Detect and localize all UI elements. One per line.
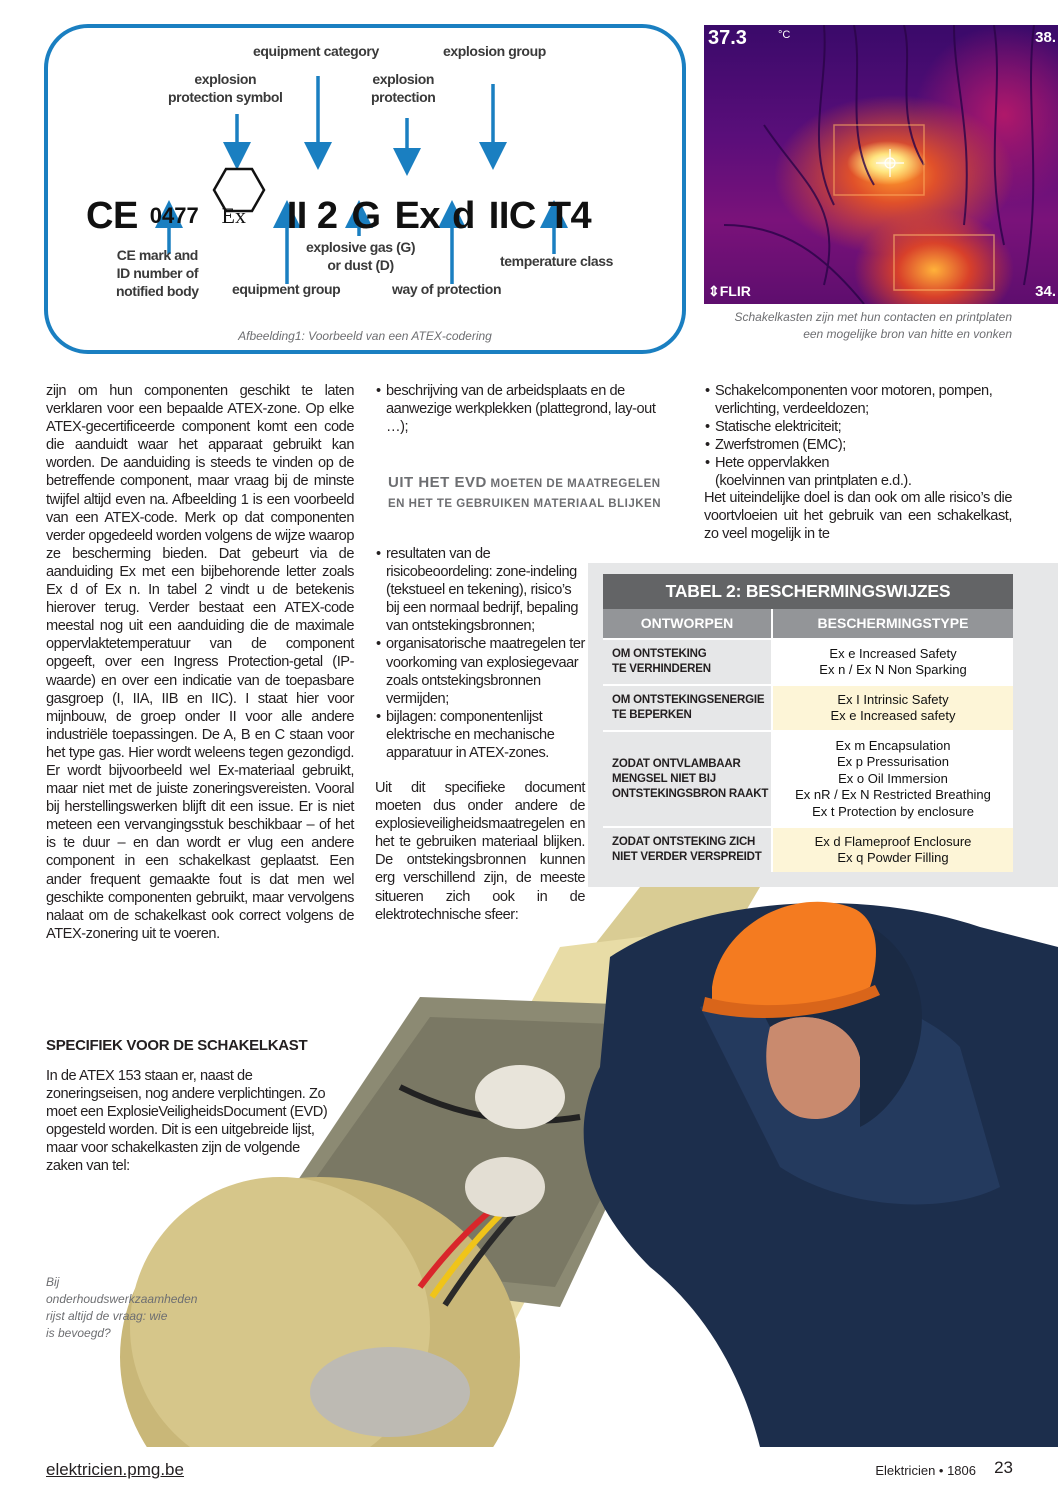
atex-code-figure [44, 24, 686, 354]
thermal-temp-right-top: 38. [1035, 29, 1056, 46]
table-cell: Ex q Powder Filling [837, 850, 949, 865]
thermal-temp-top: 37.3 [708, 27, 747, 49]
table-header-design: ONTWORPEN [603, 609, 773, 638]
subheading-post: MOETEN DE MAATREGELEN EN HET TE GEBRUIKEN MATERIAAL BLIJKEN [388, 478, 662, 510]
code-gas-group: IIC [488, 194, 536, 237]
label-equipment-group: equipment group [232, 281, 341, 297]
footer-magazine-issue: Elektricien • 1806 [875, 1463, 976, 1478]
footer-website-link[interactable]: elektricien.pmg.be [46, 1460, 184, 1479]
list-item: • Schakelcomponenten voor motoren, pompen, verlichting, verdeeldozen; [704, 382, 1014, 418]
glove-middle [465, 1157, 545, 1217]
list-item: • bijlagen: componentenlijst elektrische en mechanische apparatuur in ATEX-zones. [375, 708, 585, 762]
table-cell: Ex nR / Ex N Restricted Breathing [795, 787, 991, 803]
list-item: • Statische elektriciteit; [704, 418, 1014, 436]
table-row-design: OM ONTSTEKING TE VERHINDEREN [603, 640, 773, 684]
list-item: • resultaten van de risicobeoordeling: zone-indeling (tekstueel en tekening), risico’s bij een normaal bedrijf, bepaling van ontstekingsbronnen; [375, 545, 585, 635]
subheading-evd: EVD [454, 474, 487, 491]
table-row [603, 684, 1013, 730]
label-explosion-group: explosion group [443, 43, 546, 59]
figure-caption: Afbeelding1: Voorbeeld van een ATEX-codering [238, 329, 492, 343]
col2-bullet-list-2 [375, 545, 585, 762]
photo-caption: Bij onderhoudswerkzaamheden rijst altijd de vraag: wie is bevoegd? [46, 1275, 198, 1340]
table-cell: Ex m Encapsulation [835, 737, 951, 753]
table-cell: Ex n / Ex N Non Sparking [819, 662, 967, 677]
table-row-types [773, 686, 1013, 730]
label-explosive-gas: explosive gas (G) or dust (D) [306, 239, 416, 273]
page-number: 23 [994, 1458, 1013, 1477]
flir-logo: ⇕FLIR [708, 283, 751, 299]
subheading-pre: UIT HET [388, 474, 455, 491]
table-title: TABEL 2: BESCHERMINGSWIJZES [603, 574, 1013, 609]
label-temperature-class: temperature class [500, 253, 614, 269]
thermal-image [704, 25, 1058, 304]
table-row-types [773, 732, 1013, 826]
table-row [603, 730, 1013, 826]
code-temp-class: T4 [547, 194, 592, 237]
thermal-caption: Schakelkasten zijn met hun contacten en printplaten een mogelijke bron van hitte en vonken [734, 310, 1012, 341]
table-row [603, 638, 1013, 684]
table-header [603, 609, 1013, 638]
code-ex: Ex [394, 194, 441, 237]
article-subheading [388, 473, 672, 514]
label-way-of-protection: way of protection [392, 281, 502, 297]
table-cell: Ex o Oil Immersion [838, 770, 948, 786]
table-row-design: OM ONTSTEKINGSENERGIE TE BEPERKEN [603, 686, 773, 730]
article-col2-paragraph: Uit dit specifieke document moeten dus onder andere de explosieveiligheidsmaatregelen en het te gebruiken materiaal blijken. De ontstekingsbronnen kunnen erg verschillend zijn, de meeste situeren zich ook in de elektrotechnische sfeer: [375, 780, 585, 923]
label-equipment-category: equipment category [253, 43, 379, 59]
label-explosion-protection: explosion protection [371, 71, 436, 105]
table-row-design: ZODAT ONTVLAMBAAR MENGSEL NIET BIJ ONTSTEKINGSBRON RAAKT [603, 732, 773, 826]
code-category: 2 [316, 194, 338, 237]
table-header-type: BESCHERMINGSTYPE [817, 615, 969, 631]
table-row-types [773, 828, 1013, 872]
code-gas: G [351, 194, 381, 237]
atex-code [86, 191, 591, 241]
code-group: II [286, 194, 307, 237]
table-cell: Ex p Pressurisation [837, 754, 949, 770]
col2-bullet-list-1 [375, 382, 675, 436]
article-col1: zijn om hun componenten geschikt te laten verklaren voor een bepaalde ATEX-zone. Op elke ATEX-gecertificeerde component komt een code die aanduidt waar het apparaat gebruikt kan worden. De aanduiding is steeds te vinden op de betreffende component, maar vraag bij de minste twijfel altijd even na. Afbeelding 1 is een voorbeeld van een ATEX-code. Merk op dat componenten verder opgedeeld worden volgens de wijze waarop ze bescherming bieden. Dat gebeurt via de aanduiding Ex met een bijbehorende letter zoals Ex d of Ex n. In tabel 2 vindt u de betekenis hierover terug. Verder bestaat een ATEX-code meestal nog uit een aanduiding die de maximale oppervlaktetemperatuur van de component opgeeft, over een Ingress Protection-getal (IP-waarde) en over een indicatie van de toepasbare gasgroep (I, IIA, IIB en IIC). I staat hier voor mijnbouw, de groep onder II voor alle andere industriële toepassingen. De A, B en C staan voor het type gas. Hier wordt weleens tegen gezondigd. Er wordt bijvoorbeeld wel Ex-materiaal gebruikt, maar niet met de juiste zoneringsvereisten. Vooral bij herstellingswerken blijft dit een issue. Er is niet meteen een vervangingsstuk beschikbaar – of het is te duur – en dan wordt er vlug een andere component in een schakelkast geplaatst. Een ander frequent gemaakte fout is dat men wel geschikte componenten gebruikt, maar vervolgens nalaat om de schakelkast ook correct volgens de ATEX-zonering uit te voeren. [46, 383, 354, 942]
list-item: • Hete oppervlakken (koelvinnen van printplaten e.d.). [704, 454, 1014, 490]
table-row [603, 826, 1013, 872]
list-item: • Zwerfstromen (EMC); [704, 436, 1014, 454]
table-cell: Ex e Increased Safety [829, 645, 957, 661]
table-cell: Ex I Intrinsic Safety [837, 691, 949, 707]
col3-bullet-list [704, 382, 1014, 491]
code-ce: CE [86, 194, 138, 237]
article-col3-paragraph: Het uiteindelijke doel is dan ook om alle risico’s die voortvloeien uit het gebruik van een schakelkast, zo veel mogelijk in te [704, 490, 1012, 543]
table-cell: Ex t Protection by enclosure [812, 803, 974, 819]
article-col1-section: In de ATEX 153 staan er, naast de zoneringseisen, nog andere verplichtingen. Zo moet een ExplosieVeiligheidsDocument (EVD) opgesteld worden. Dit is een uitgebreide lijst, maar voor schakelkasten zijn de volgende zaken van tel: [46, 1068, 328, 1175]
code-ex-symbol: Ex [221, 203, 246, 228]
code-protection: d [452, 194, 475, 237]
list-item: • beschrijving van de arbeidsplaats en de aanwezige werkplekken (plattegrond, lay-out …); [375, 382, 675, 436]
thermal-unit: °C [778, 29, 791, 41]
crosshair-icon [876, 149, 904, 177]
label-ce-mark: CE mark and ID number of notified body [116, 247, 199, 299]
table-cell: Ex e Increased safety [830, 708, 956, 723]
table-row-types [773, 640, 1013, 684]
glove-upper [475, 1065, 565, 1129]
section-heading: SPECIFIEK VOOR DE SCHAKELKAST [46, 1037, 308, 1054]
list-item: • organisatorische maatregelen ter voorkoming van explosiegevaar zoals ontstekingsbronnen vermijden; [375, 635, 585, 707]
label-explosion-protection-symbol: explosion protection symbol [168, 71, 283, 105]
code-id-number: 0477 [149, 203, 199, 228]
table-row-design: ZODAT ONTSTEKING ZICH NIET VERDER VERSPREIDT [603, 828, 773, 872]
thermal-wires-graphic [704, 25, 1058, 304]
table-cell: Ex d Flameproof Enclosure [814, 833, 972, 849]
thermal-temp-right-bottom: 34. [1035, 283, 1056, 300]
glove-lower [310, 1347, 470, 1437]
